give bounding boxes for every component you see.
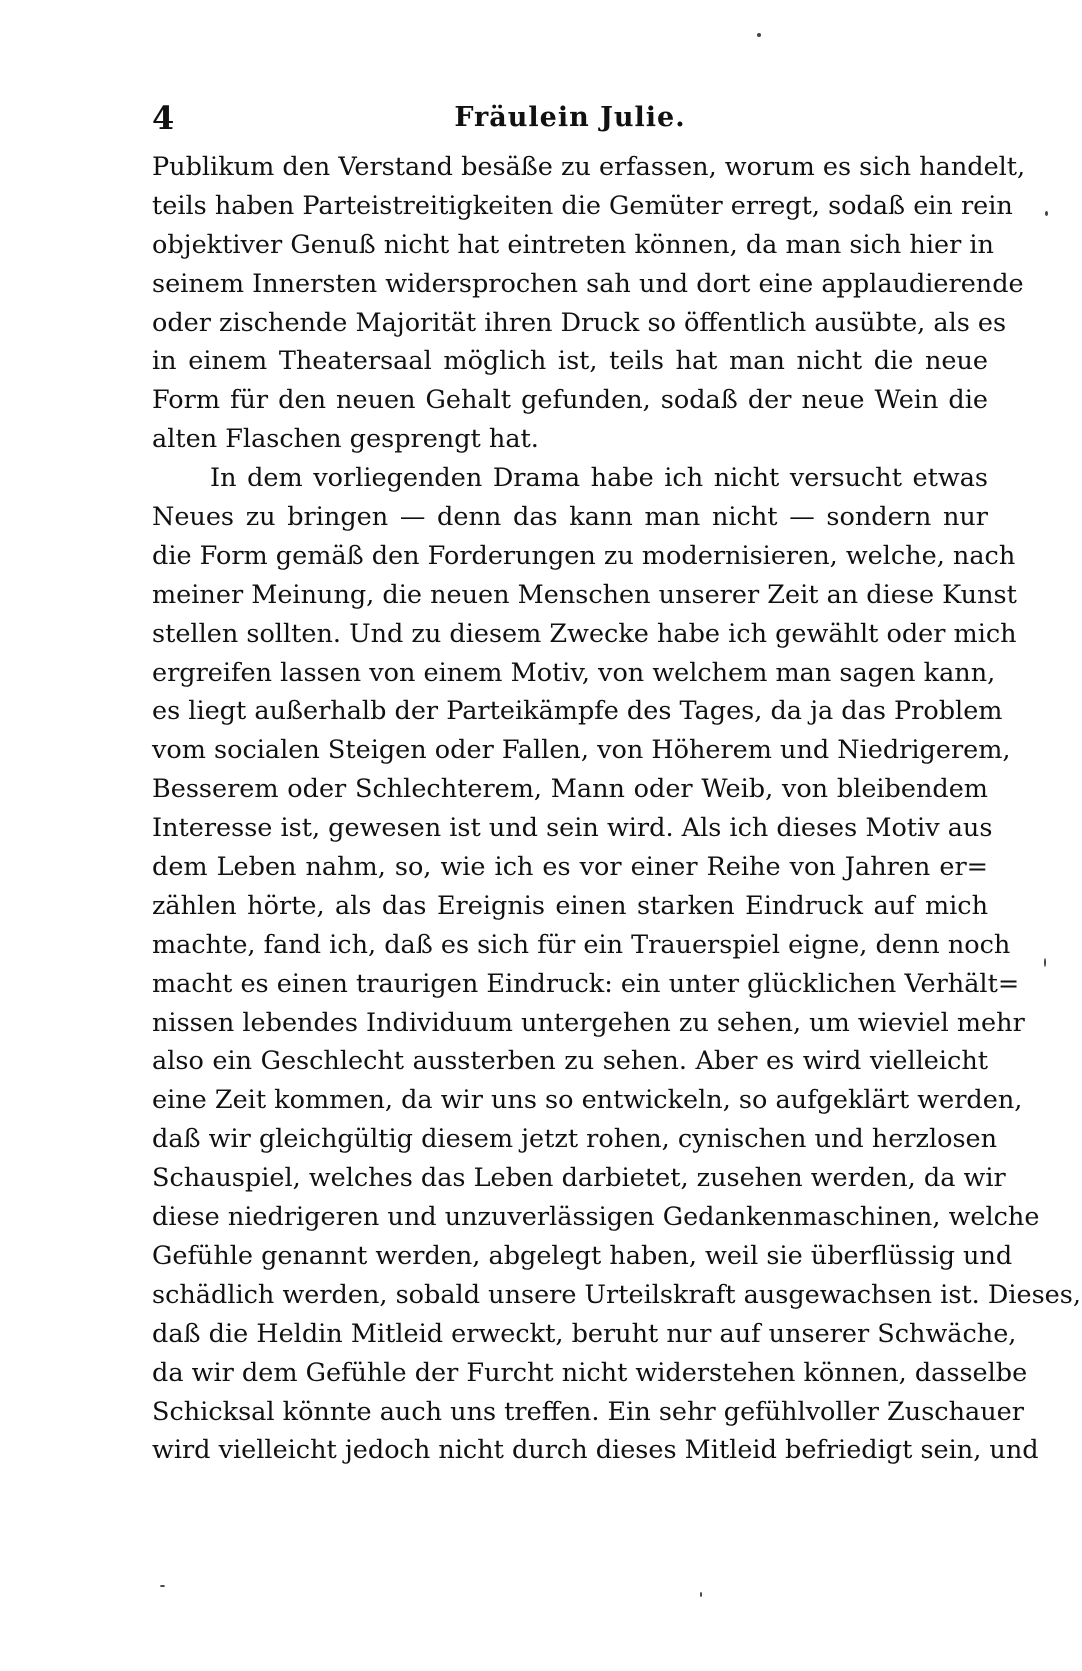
text-line: objektiver Genuß nicht hat eintreten können, da man sich hier in (152, 229, 994, 260)
text-line: die Form gemäß den Forderungen zu modernisieren, welche, nach (152, 540, 1016, 571)
text-line: Gefühle genannt werden, abgelegt haben, weil sie überflüssig und (152, 1240, 1013, 1271)
text-line: macht es einen traurigen Eindruck: ein unter glücklichen Verhält= (152, 968, 1020, 999)
running-title: Fräulein Julie. (454, 102, 686, 133)
text-line: machte, fand ich, daß es sich für ein Trauerspiel eigne, denn noch (152, 929, 1011, 960)
text-line: Interesse ist, gewesen ist und sein wird. Als ich dieses Motiv aus (152, 813, 993, 844)
scan-speck (160, 1585, 165, 1587)
scan-speck (1045, 211, 1048, 216)
text-line: seinem Innersten widersprochen sah und dort eine applaudierende (152, 268, 1024, 299)
text-line: Schauspiel, welches das Leben darbietet, zusehen werden, da wir (152, 1163, 1006, 1194)
text-line: meiner Meinung, die neuen Menschen unserer Zeit an diese Kunst (152, 579, 1017, 610)
text-line: Publikum den Verstand besäße zu erfassen, worum es sich handelt, (152, 152, 1026, 182)
text-line: stellen sollten. Und zu diesem Zwecke habe ich gewählt oder mich (152, 618, 1017, 649)
text-line: zählen hörte, als das Ereignis einen starken Eindruck auf mich (152, 890, 988, 921)
page-number: 4 (152, 99, 175, 137)
text-line: ergreifen lassen von einem Motiv, von welchem man sagen kann, (152, 657, 996, 688)
text-line: Besserem oder Schlechterem, Mann oder Weib, von bleibendem (152, 774, 988, 805)
text-line: nissen lebendes Individuum untergehen zu sehen, um wieviel mehr (152, 1007, 1025, 1038)
body-text (152, 148, 1081, 1470)
text-line: oder zischende Majorität ihren Druck so öffentlich ausübte, als es (152, 307, 1007, 338)
text-line: alten Flaschen gesprengt hat. (152, 424, 539, 455)
text-line: daß wir gleichgültig diesem jetzt rohen, cynischen und herzlosen (152, 1124, 998, 1155)
text-line: teils haben Parteistreitigkeiten die Gemüter erregt, sodaß ein rein (152, 190, 1013, 221)
text-line: Form für den neuen Gehalt gefunden, sodaß der neue Wein die (152, 385, 988, 416)
page-header (152, 98, 988, 138)
text-line: eine Zeit kommen, da wir uns so entwickeln, so aufgeklärt werden, (152, 1085, 1023, 1116)
text-line: dem Leben nahm, so, wie ich es vor einer Reihe von Jahren er= (152, 852, 988, 883)
text-line: vom socialen Steigen oder Fallen, von Höherem und Niedrigerem, (152, 735, 1011, 766)
text-line: In dem vorliegenden Drama habe ich nicht versucht etwas (210, 463, 988, 494)
scan-speck (757, 33, 761, 37)
text-line: schädlich werden, sobald unsere Urteilskraft ausgewachsen ist. Dieses, (152, 1279, 1081, 1310)
text-line: da wir dem Gefühle der Furcht nicht widerstehen können, dasselbe (152, 1357, 1028, 1388)
text-line: diese niedrigeren und unzuverlässigen Gedankenmaschinen, welche (152, 1202, 1040, 1233)
text-line: daß die Heldin Mitleid erweckt, beruht nur auf unserer Schwäche, (152, 1318, 1017, 1349)
text-line: Schicksal könnte auch uns treffen. Ein sehr gefühlvoller Zuschauer (152, 1396, 1024, 1427)
text-line: es liegt außerhalb der Parteikämpfe des Tages, da ja das Problem (152, 696, 1003, 727)
text-line: also ein Geschlecht aussterben zu sehen. Aber es wird vielleicht (152, 1046, 988, 1077)
text-line: in einem Theatersaal möglich ist, teils hat man nicht die neue (152, 346, 988, 377)
scan-speck (1044, 958, 1046, 967)
text-line: wird vielleicht jedoch nicht durch dieses Mitleid befriedigt sein, und (152, 1435, 1039, 1466)
scan-speck (700, 1592, 702, 1597)
text-line: Neues zu bringen — denn das kann man nicht — sondern nur (152, 502, 988, 533)
